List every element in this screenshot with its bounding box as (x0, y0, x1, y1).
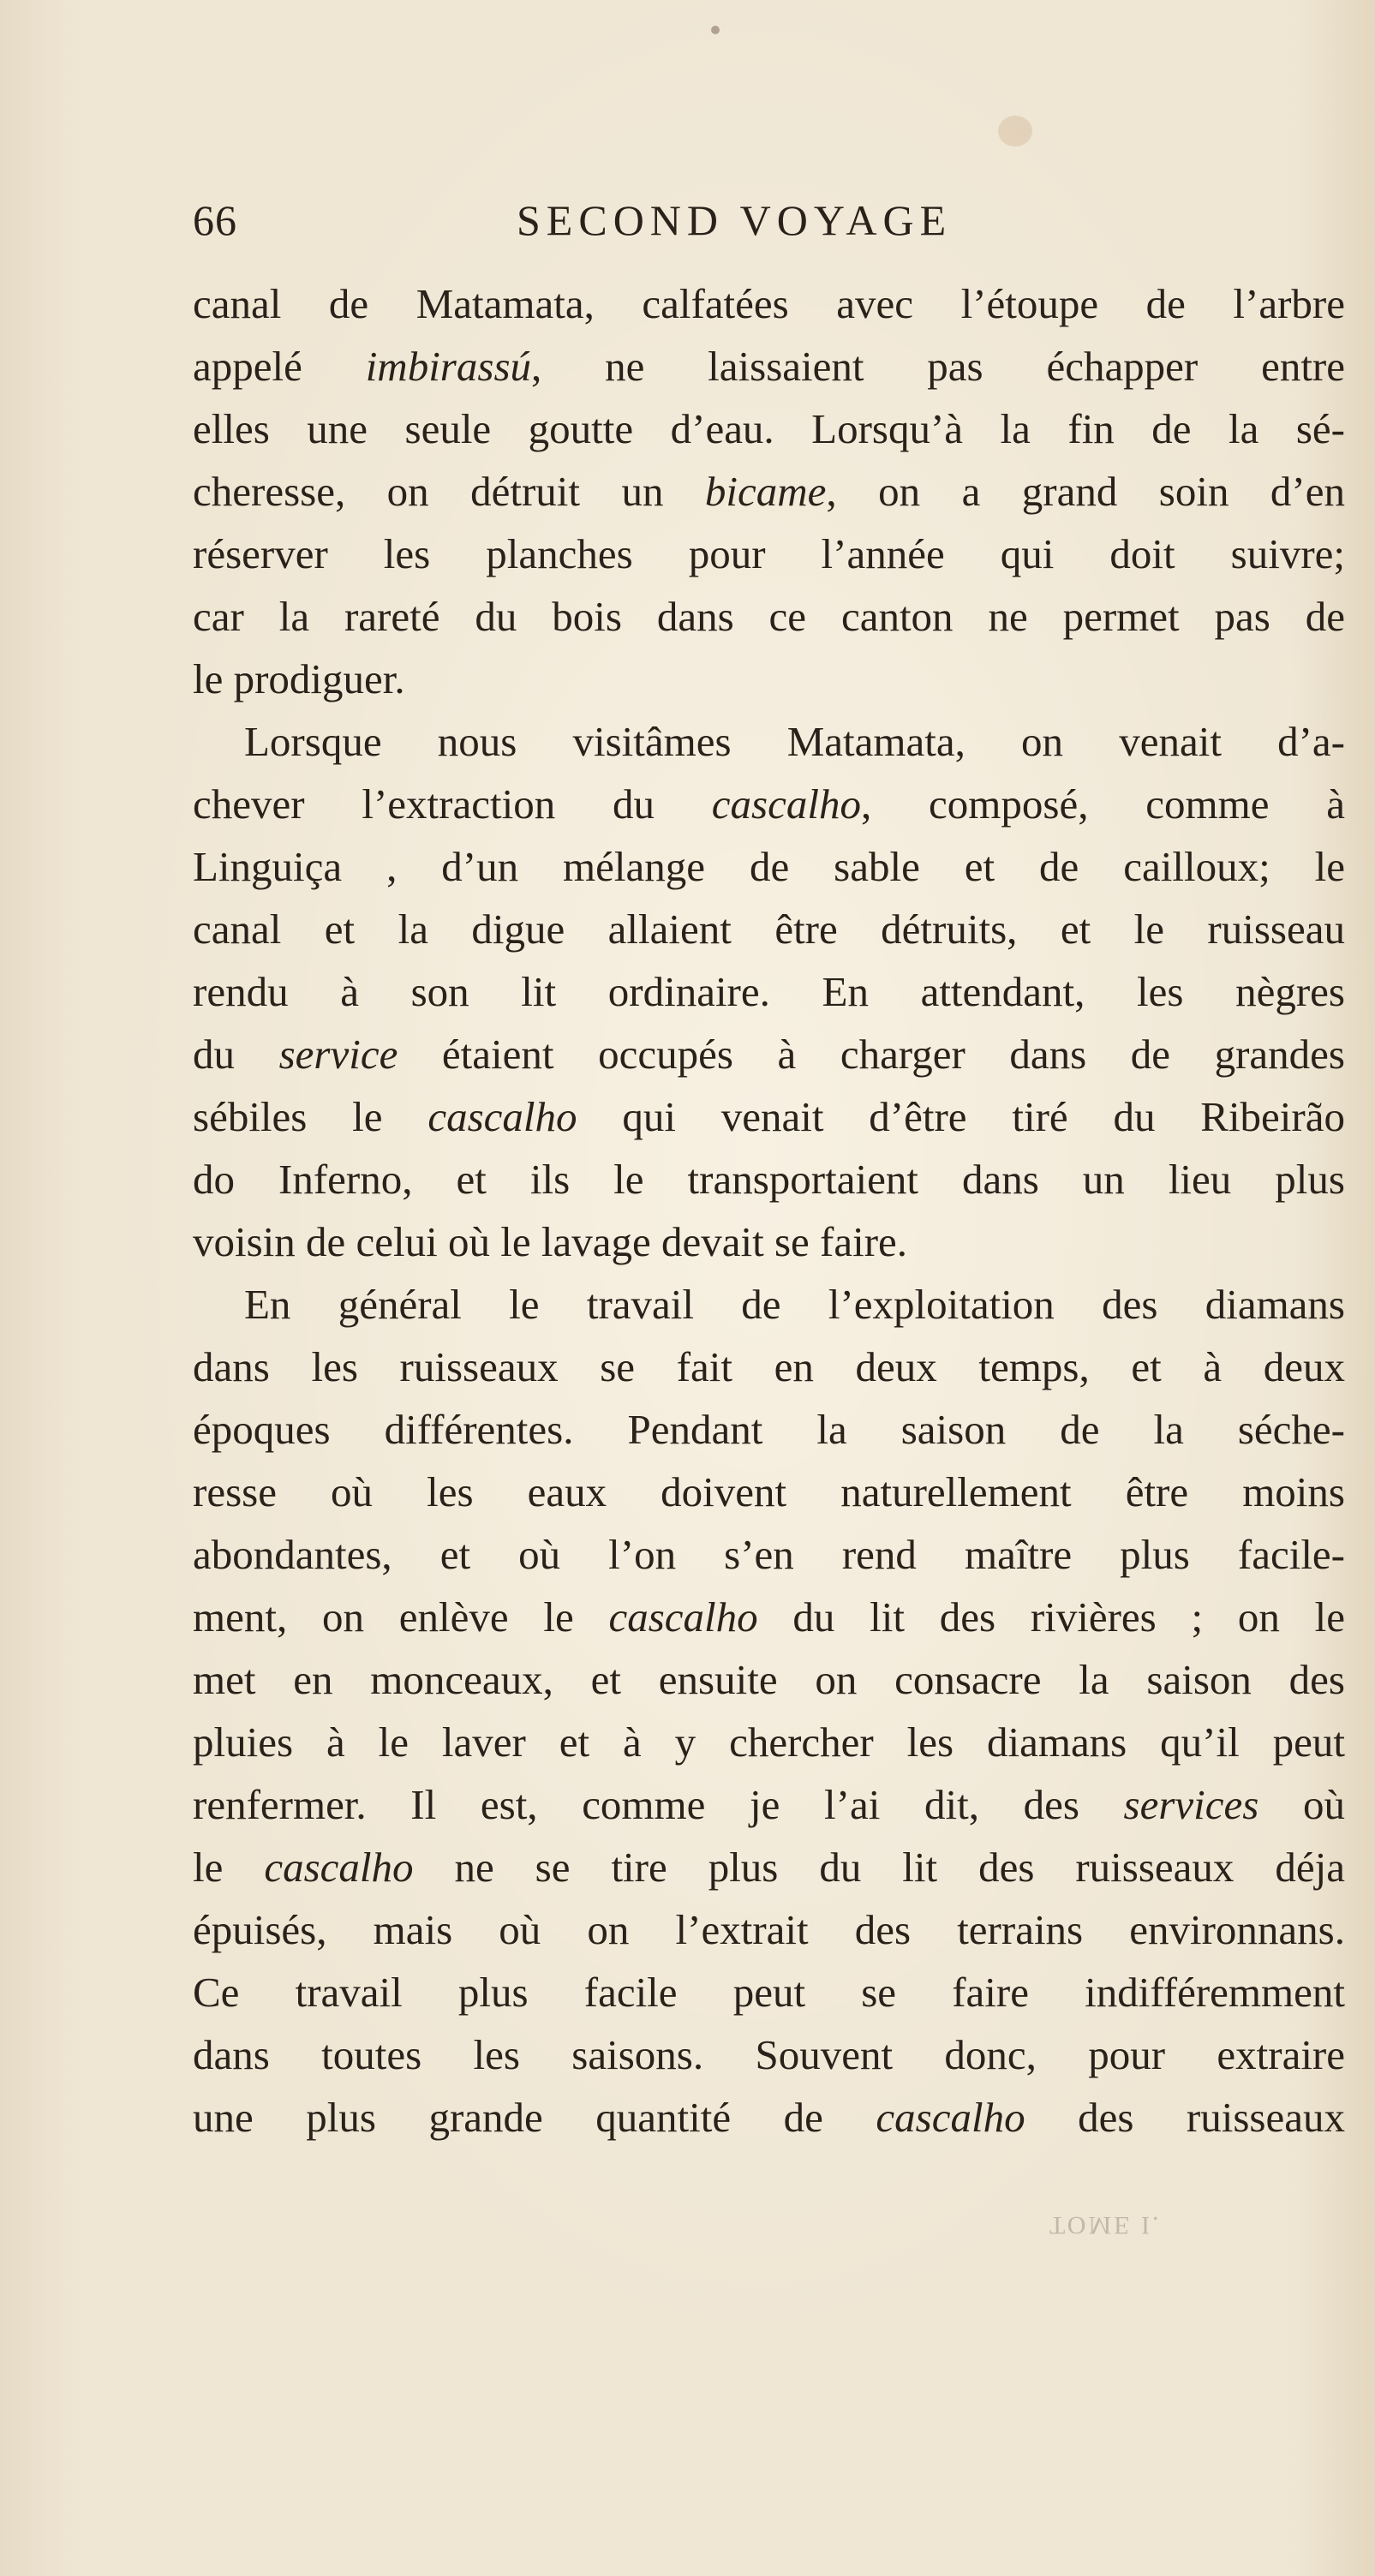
italic-term: cascalho (427, 1093, 577, 1140)
text-segment: met en monceaux, et ensuite on consacre la saison des (193, 1656, 1345, 1703)
text-segment: car la rareté du bois dans ce canton ne permet pas de (193, 593, 1345, 640)
page-body-text (193, 272, 1345, 2149)
text-segment: époques différentes. Pendant la saison de la séche- (193, 1406, 1345, 1453)
text-segment: une plus grande quantité de (193, 2094, 876, 2141)
text-segment: Ce travail plus facile peut se faire indifféremment (193, 1969, 1345, 2016)
text-segment: dans les ruisseaux se fait en deux temps, et à deux (193, 1343, 1345, 1390)
text-segment: appelé (193, 343, 366, 390)
text-segment: le (193, 1844, 265, 1891)
text-line (193, 1836, 1345, 1898)
text-line (193, 1648, 1345, 1711)
text-line (193, 1023, 1345, 1085)
text-segment: pluies à le laver et à y chercher les diamans qu’il peut (193, 1718, 1345, 1766)
text-segment: le prodiguer. (193, 655, 405, 702)
text-segment: canal de Matamata, calfatées avec l’étoupe de l’arbre (193, 280, 1345, 327)
text-segment: du lit des rivières ; on le (757, 1593, 1345, 1641)
bleed-through-text: TOME I. (1049, 2211, 1162, 2239)
italic-term: cascalho (264, 1844, 414, 1891)
text-segment: canal et la digue allaient être détruits, et le ruisseau (193, 905, 1345, 953)
text-line (193, 1711, 1345, 1773)
text-segment: chever l’extraction du (193, 780, 712, 828)
text-segment: des ruisseaux (1025, 2094, 1345, 2141)
text-line (193, 335, 1345, 397)
text-segment: , ne laissaient pas échapper entre (531, 343, 1345, 390)
text-line (193, 397, 1345, 460)
text-segment: abondantes, et où l’on s’en rend maître plus facile- (193, 1531, 1345, 1578)
text-line (193, 648, 1345, 710)
text-segment: En général le travail de l’exploitation des diamans (244, 1281, 1345, 1328)
text-line (193, 1773, 1345, 1836)
text-segment: du (193, 1031, 279, 1078)
text-segment: sébiles le (193, 1093, 428, 1140)
text-line (193, 1273, 1345, 1336)
text-line (193, 1085, 1345, 1148)
italic-term: cascalho (876, 2094, 1025, 2141)
text-segment: cheresse, on détruit un (193, 468, 705, 515)
text-line (193, 523, 1345, 585)
text-line (193, 272, 1345, 335)
italic-term: service (278, 1031, 398, 1078)
italic-term: services (1123, 1781, 1259, 1828)
text-segment: ment, on enlève le (193, 1593, 609, 1641)
text-line (193, 1148, 1345, 1210)
text-segment: resse où les eaux doivent naturellement être moins (193, 1468, 1345, 1515)
italic-term: bicame (704, 468, 827, 515)
text-line (193, 773, 1345, 835)
text-line (193, 2086, 1345, 2149)
text-segment: , composé, comme à (860, 780, 1345, 828)
paper-stain (711, 26, 720, 34)
text-line (193, 585, 1345, 648)
text-segment: où (1258, 1781, 1346, 1828)
page-number: 66 (193, 196, 237, 244)
text-line (193, 960, 1345, 1023)
text-segment: rendu à son lit ordinaire. En attendant, les nègres (193, 968, 1345, 1015)
text-segment: voisin de celui où le lavage devait se faire. (193, 1218, 908, 1265)
running-title: SECOND VOYAGE (517, 196, 953, 244)
text-segment: épuisés, mais où on l’extrait des terrains environnans. (193, 1906, 1345, 1953)
text-line (193, 1398, 1345, 1461)
text-line (193, 835, 1345, 898)
italic-term: cascalho (711, 780, 861, 828)
page-header (193, 195, 1341, 264)
text-line (193, 1210, 1345, 1273)
text-line (193, 1336, 1345, 1398)
text-line (193, 1586, 1345, 1648)
text-line (193, 1523, 1345, 1586)
text-segment: qui venait d’être tiré du Ribeirão (577, 1093, 1345, 1140)
text-segment: Lorsque nous visitâmes Matamata, on venait d’a- (244, 718, 1345, 765)
italic-term: cascalho (608, 1593, 758, 1641)
text-segment: étaient occupés à charger dans de grandes (398, 1031, 1345, 1078)
text-line (193, 898, 1345, 960)
text-segment: réserver les planches pour l’année qui doit suivre; (193, 530, 1345, 577)
text-segment: , on a grand soin d’en (826, 468, 1345, 515)
text-segment: ne se tire plus du lit des ruisseaux déja (413, 1844, 1345, 1891)
text-segment: dans toutes les saisons. Souvent donc, pour extraire (193, 2031, 1345, 2078)
text-segment: renfermer. Il est, comme je l’ai dit, des (193, 1781, 1124, 1828)
paper-stain (998, 116, 1032, 146)
text-segment: do Inferno, et ils le transportaient dans un lieu plus (193, 1156, 1345, 1203)
italic-term: imbirassú (365, 343, 532, 390)
text-line (193, 710, 1345, 773)
text-segment: elles une seule goutte d’eau. Lorsqu’à la fin de la sé- (193, 405, 1345, 452)
text-line (193, 2023, 1345, 2086)
text-line (193, 460, 1345, 523)
text-line (193, 1961, 1345, 2023)
text-segment: Linguiça , d’un mélange de sable et de cailloux; le (193, 843, 1345, 890)
text-line (193, 1898, 1345, 1961)
text-line (193, 1461, 1345, 1523)
